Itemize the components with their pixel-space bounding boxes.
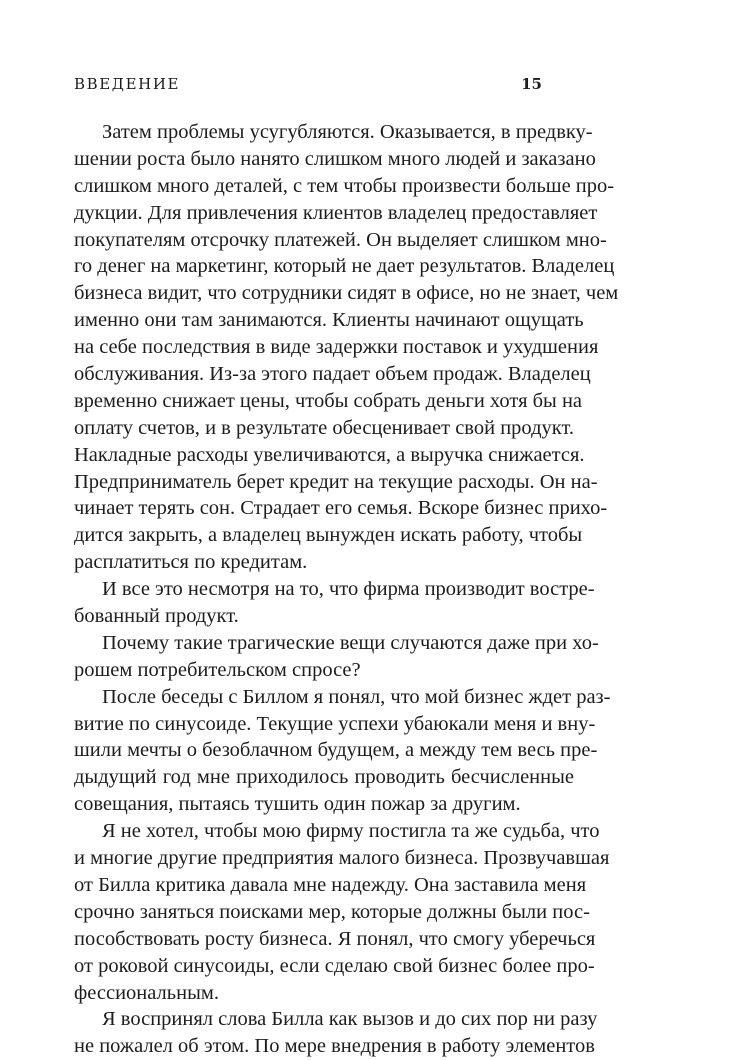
text-line: Почему такие трагические вещи случаются даже при хо- (102, 631, 599, 654)
text-line: на себе последствия в виде задержки поставок и ухудшения (74, 336, 599, 359)
text-line: срочно заняться поисками мер, которые должны были пос- (74, 900, 590, 923)
text-line: Я не хотел, чтобы мою фирму постигла та же судьба, что (102, 820, 600, 843)
text-line: чинает терять сон. Страдает его семья. Вскоре бизнес прихо- (74, 497, 608, 520)
text-line: слишком много деталей, с тем чтобы произвести больше про- (74, 174, 615, 197)
text-line: И все это несмотря на то, что фирма производит востре- (102, 578, 595, 601)
text-line: витие по синусоиде. Текущие успехи убаюкали меня и вну- (74, 712, 596, 735)
text-line: Я воспринял слова Билла как вызов и до сих пор ни разу (102, 1008, 598, 1031)
body-text (74, 119, 619, 1060)
text-line: Предприниматель берет кредит на текущие расходы. Он на- (74, 470, 598, 493)
text-line: покупателям отсрочку платежей. Он выделяет слишком мно- (74, 228, 607, 251)
text-line: го денег на маркетинг, который не дает результатов. Владелец (74, 255, 615, 278)
text-line: оплату счетов, и в результате обесценивает свой продукт. (74, 416, 574, 439)
text-line: шении роста было нанято слишком много людей и заказано (74, 147, 596, 170)
text-line: дукции. Для привлечения клиентов владелец предоставляет (74, 201, 598, 224)
text-line: пособствовать росту бизнеса. Я понял, что смогу уберечься (74, 927, 596, 950)
page-number: 15 (521, 75, 542, 93)
text-line: временно снижает цены, чтобы собрать деньги хотя бы на (74, 389, 583, 412)
text-line: именно они там занимаются. Клиенты начинают ощущать (74, 309, 584, 332)
text-line: от роковой синусоиды, если сделаю свой бизнес более про- (74, 954, 595, 977)
text-line: рошем потребительском спросе? (74, 658, 361, 681)
text-line: не пожалел об этом. По мере внедрения в работу элементов (74, 1035, 595, 1058)
text-line: шили мечты о безоблачном будущем, а между тем весь пре- (74, 739, 598, 762)
text-line: бованный продукт. (74, 605, 239, 628)
text-line: Накладные расходы увеличиваются, а выручка снижается. (74, 443, 585, 466)
text-line: от Билла критика давала мне надежду. Она заставила меня (74, 873, 587, 896)
text-line: расплатиться по кредитам. (74, 551, 308, 574)
text-line: и многие другие предприятия малого бизнеса. Прозвучавшая (74, 847, 610, 870)
text-line: дится закрыть, а владелец вынужден искать работу, чтобы (74, 524, 583, 547)
text-line: дыдущий год мне приходилось проводить бесчисленные (74, 766, 574, 789)
text-line: обслуживания. Из-за этого падает объем продаж. Владелец (74, 363, 591, 386)
text-line: бизнеса видит, что сотрудники сидят в офисе, но не знает, чем (74, 282, 619, 305)
text-line: После беседы с Биллом я понял, что мой бизнес ждет раз- (102, 685, 611, 708)
text-line: совещания, пытаясь тушить один пожар за другим. (74, 793, 521, 816)
text-line: Затем проблемы усугубляются. Оказывается, в предвку- (102, 121, 593, 143)
text-line: фессиональным. (74, 981, 219, 1004)
running-title: ВВЕДЕНИЕ (74, 75, 181, 93)
